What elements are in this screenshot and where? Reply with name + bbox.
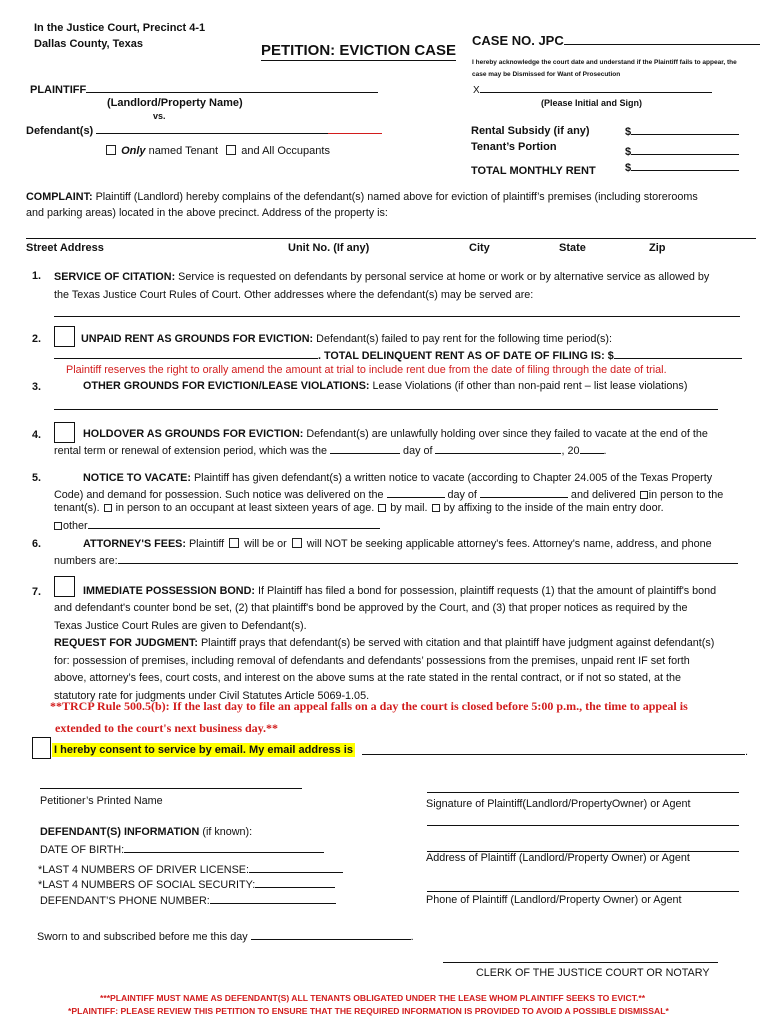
section-2-line1: UNPAID RENT AS GROUNDS FOR EVICTION: Defendant(s) failed to pay rent for the following time period(s): [81,333,613,345]
unpaid-rent-checkbox[interactable] [54,326,75,347]
rental-subsidy-label: Rental Subsidy (if any) [471,125,590,137]
defendant-name-field-red[interactable] [328,123,382,134]
ssn-field[interactable] [255,877,335,888]
phone-label: Phone of Plaintiff (Landlord/Property Owner) or Agent [426,894,682,906]
footer-warning-1: ***PLAINTIFF MUST NAME AS DEFENDANT(S) ALL TENANTS OBLIGATED UNDER THE LEASE WHOM PLAINTIFF SEEKS TO EVICT.** [100,993,646,1003]
printed-name-label: Petitioner’s Printed Name [40,795,163,807]
address-field-1[interactable] [427,825,739,826]
holdover-month-field[interactable] [435,443,561,454]
all-occupants-checkbox[interactable] [226,145,236,155]
plaintiff-sublabel: (Landlord/Property Name) [107,97,243,109]
section-4-line1: HOLDOVER AS GROUNDS FOR EVICTION: Defendant(s) are unlawfully holding over since they failed to vacate at the end of the [83,428,708,440]
clerk-signature-field[interactable] [443,962,718,963]
email-consent-label: I hereby consent to service by email. My email address is [54,744,353,756]
street-address-header: Street Address [26,242,104,254]
notice-month-field[interactable] [480,487,568,498]
email-address-field[interactable] [362,744,745,755]
section-1-address-field[interactable] [54,316,740,317]
complaint-line2: and parking areas) located in the above precinct. Address of the property is: [26,207,388,219]
holdover-year-field[interactable] [580,443,604,454]
section-7-number: 7. [32,586,42,598]
city-header: City [469,242,490,254]
case-number-label: CASE NO. JPC [472,33,760,48]
occupants-row: Only named Tenant and All Occupants [104,145,330,157]
section-6-number: 6. [32,538,42,550]
case-number-field[interactable] [564,34,760,45]
plaintiff-row: PLAINTIFF [30,82,378,96]
clerk-label: CLERK OF THE JUSTICE COURT OR NOTARY [476,967,710,979]
section-5-number: 5. [32,472,42,484]
case-sign-line: X [473,82,712,96]
section-2-line2: . TOTAL DELINQUENT RENT AS OF DATE OF FILING IS: $ [54,348,742,362]
holdover-checkbox[interactable] [54,422,75,443]
trcp-note-line2: extended to the court's next business day.** [55,721,279,735]
printed-name-field[interactable] [40,788,302,789]
vs-label: vs. [153,111,166,121]
section-6-line2: numbers are: [54,553,738,567]
defendant-row: Defendant(s) [26,123,382,137]
footer-warning-2: *PLAINTIFF: PLEASE REVIEW THIS PETITION TO ENSURE THAT THE REQUIRED INFORMATION IS PROVIDED TO AVOID A POSSIBLE DISMISSAL* [68,1006,669,1016]
trcp-note-line1: **TRCP Rule 500.5(b): If the last day to file an appeal falls on a day the court is closed before 5:00 p.m., the time to appeal is [50,699,688,713]
section-4-number: 4. [32,429,42,441]
lease-violations-field[interactable] [54,409,718,410]
unpaid-period-field[interactable] [54,348,318,359]
only-named-tenant-checkbox[interactable] [106,145,116,155]
signature-field[interactable] [427,792,739,793]
complaint-line1: COMPLAINT: Plaintiff (Landlord) hereby complains of the defendant(s) named above for eviction of plaintiff’s premises (including storerooms [26,191,698,203]
defendant-name-field[interactable] [96,123,328,134]
possession-bond-checkbox[interactable] [54,576,75,597]
defendant-phone-field[interactable] [210,893,336,904]
sworn-date-field[interactable] [251,929,411,940]
defendant-info-title: DEFENDANT(S) INFORMATION (if known): [40,826,253,838]
dob-field[interactable] [124,842,324,853]
will-seek-fees-checkbox[interactable] [229,538,239,548]
case-ack-line1: I hereby acknowledge the court date and understand if the Plaintiff fails to appear, the [472,59,737,66]
occupant-checkbox[interactable] [104,504,112,512]
tenant-amount: $ [625,144,739,158]
address-line[interactable] [26,238,756,239]
section-4-line2: rental term or renewal of extension period, which was the day of , 20 . [54,445,607,457]
total-amount-field[interactable] [631,160,739,171]
total-delinquent-field[interactable] [614,348,742,359]
signature-label: Signature of Plaintiff(Landlord/PropertyOwner) or Agent [426,798,691,810]
notice-day-field[interactable] [387,487,445,498]
section-3-number: 3. [32,381,42,393]
court-county: Dallas County, Texas [34,38,144,50]
section-6-line1: ATTORNEY'S FEES: Plaintiff will be or will NOT be seeking applicable attorney's fees. Attorney's name, address, and phone [83,538,712,550]
license-row: *LAST 4 NUMBERS OF DRIVER LICENSE: [38,862,343,876]
subsidy-amount: $ [625,124,739,138]
case-ack-line2: case may be Dismissed for Want of Prosecution [472,71,621,78]
section-2-number: 2. [32,333,42,345]
holdover-day-field[interactable] [330,443,400,454]
phone-field[interactable] [427,891,739,892]
form-title: PETITION: EVICTION CASE [261,42,457,59]
section-3-line1: OTHER GROUNDS FOR EVICTION/LEASE VIOLATIONS: Lease Violations (if other than non-paid rent – list lease violations) [83,380,688,392]
section-7-line1: IMMEDIATE POSSESSION BOND: If Plaintiff has filed a bond for possession, plaintiff requests (1) that the amount of plaintiff's bond [83,585,717,597]
email-consent-checkbox[interactable] [32,737,51,759]
other-method-checkbox[interactable] [54,522,62,530]
unit-header: Unit No. (If any) [288,242,370,254]
section-5-line3: tenant(s). in person to an occupant at least sixteen years of age. by mail. by affixing to the inside of the main entry door. [54,502,664,514]
section-5-line1: NOTICE TO VACATE: Plaintiff has given defendant(s) a written notice to vacate (according to Chapter 24.005 of the Texas Property [83,472,713,484]
state-header: State [559,242,586,254]
subsidy-amount-field[interactable] [631,124,739,135]
court-name: In the Justice Court, Precinct 4-1 [34,22,206,34]
by-mail-checkbox[interactable] [378,504,386,512]
section-5-line4: other [54,518,380,532]
section-7-body: and defendant's counter bond be set, (2) that plaintiff's bond be approved by the Court, and (3) that proper notices as required by the Texas Justice Court Rules are given to Defendant(s). REQUEST FOR JUDGMENT: Plaintiff prays that defendant(s) be served with citation and that plaintiff have judgment against defendant(s) for: possession of premises, including removal of defendants and defendants’ possessions from the premises, unpaid rent IF set forth above, attorney’s fees, court costs, and interest on the above sums at the rate stated in the rental contract, or if not so stated, at the statutory rate for judgments under Civil Statutes Article 5069-1.05. [54,602,715,702]
section-1-number: 1. [32,270,42,282]
total-rent-label: TOTAL MONTHLY RENT [471,165,596,177]
other-method-field[interactable] [88,518,380,529]
affixing-checkbox[interactable] [432,504,440,512]
defendant-phone-row: DEFENDANT’S PHONE NUMBER: [40,893,336,907]
section-1-text: SERVICE OF CITATION: Service is requested on defendants by personal service at home or work or by alternative service as allowed by the Texas Justice Court Rules of Court. Other addresses where the defendant(s) may be served are: [54,271,710,301]
initial-label: (Please Initial and Sign) [541,98,643,108]
reserve-note: Plaintiff reserves the right to orally amend the amount at trial to include rent due from the date of filing through the date of trial. [66,364,667,376]
will-not-seek-fees-checkbox[interactable] [292,538,302,548]
total-amount: $ [625,160,739,174]
plaintiff-name-field[interactable] [86,82,378,93]
sworn-row: Sworn to and subscribed before me this day . [37,931,414,943]
ssn-row: *LAST 4 NUMBERS OF SOCIAL SECURITY: [38,877,335,891]
attorney-info-field[interactable] [118,553,738,564]
dob-row: DATE OF BIRTH: [40,842,324,856]
email-field-row: . [362,744,748,758]
zip-header: Zip [649,242,666,254]
tenant-amount-field[interactable] [631,144,739,155]
in-person-tenant-checkbox[interactable] [640,491,648,499]
license-field[interactable] [249,862,343,873]
tenant-portion-label: Tenant’s Portion [471,141,557,153]
case-initial-field[interactable] [480,82,712,93]
address-label: Address of Plaintiff (Landlord/Property Owner) or Agent [426,852,690,864]
section-5-line2: Code) and demand for possession. Such notice was delivered on the day of and delivered in person to the [54,489,724,501]
